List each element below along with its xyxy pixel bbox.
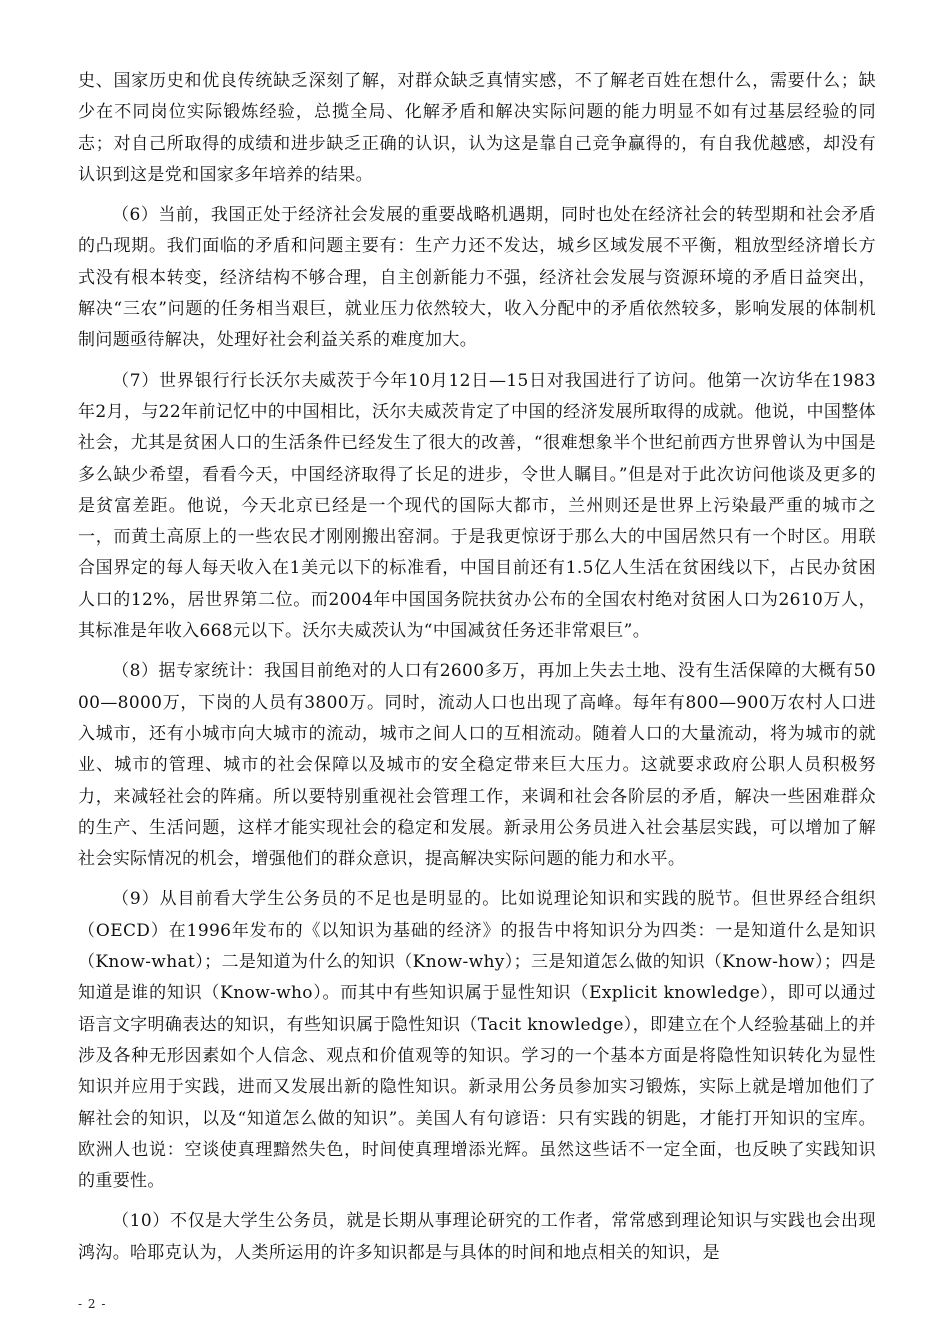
document-page: [78, 66, 876, 1278]
paragraph-7: （7）世界银行行长沃尔夫威茨于今年10月12日—15日对我国进行了访问。他第一次访华在1983年2月，与22年前记忆中的中国相比，沃尔夫威茨肯定了中国的经济发展所取得的成就。他说，中国整体社会，尤其是贫困人口的生活条件已经发生了很大的改善，“很难想象半个世纪前西方世界曾认为中国是多么缺少希望，看看今天，中国经济取得了长足的进步，令世人瞩目。”但是对于此次访问他谈及更多的是贫富差距。他说，今天北京已经是一个现代的国际大都市，兰州则还是世界上污染最严重的城市之一，而黄土高原上的一些农民才刚刚搬出窑洞。于是我更惊讶于那么大的中国居然只有一个时区。用联合国界定的每人每天收入在1美元以下的标准看，中国目前还有1.5亿人生活在贫困线以下，占民办贫困人口的12%，居世界第二位。而2004年中国国务院扶贫办公布的全国农村绝对贫困人口为2610万人，其标准是年收入668元以下。沃尔夫威茨认为“中国减贫任务还非常艰巨”。: [78, 370, 876, 642]
paragraph-6: （6）当前，我国正处于经济社会发展的重要战略机遇期，同时也处在经济社会的转型期和社会矛盾的凸现期。我们面临的矛盾和问题主要有：生产力还不发达，城乡区域发展不平衡，粗放型经济增长方式没有根本转变，经济结构不够合理，自主创新能力不强，经济社会发展与资源环境的矛盾日益突出，解决“三农”问题的任务相当艰巨，就业压力依然较大，收入分配中的矛盾依然较多，影响发展的体制机制问题亟待解决，处理好社会利益关系的难度加大。: [78, 205, 876, 351]
paragraph-8: （8）据专家统计：我国目前绝对的人口有2600多万，再加上失去土地、没有生活保障的大概有5000—8000万，下岗的人员有3800万。同时，流动人口也出现了高峰。每年有800—900万农村人口进入城市，还有小城市向大城市的流动，城市之间人口的互相流动。随着人口的大量流动，将为城市的就业、城市的管理、城市的社会保障以及城市的安全稳定带来巨大压力。这就要求政府公职人员积极努力，来减轻社会的阵痛。所以要特别重视社会管理工作，来调和社会各阶层的矛盾，解决一些困难群众的生产、生活问题，这样才能实现社会的稳定和发展。新录用公务员进入社会基层实践，可以增加了解社会实际情况的机会，增强他们的群众意识，提高解决实际问题的能力和水平。: [78, 661, 876, 870]
paragraph-continuation: 史、国家历史和优良传统缺乏深刻了解，对群众缺乏真情实感，不了解老百姓在想什么，需要什么；缺少在不同岗位实际锻炼经验，总揽全局、化解矛盾和解决实际问题的能力明显不如有过基层经验的同志；对自己所取得的成绩和进步缺乏正确的认识，认为这是靠自己竞争赢得的，有自我优越感，却没有认识到这是党和国家多年培养的结果。: [78, 71, 876, 185]
paragraph-10: （10）不仅是大学生公务员，就是长期从事理论研究的工作者，常常感到理论知识与实践也会出现鸿沟。哈耶克认为，人类所运用的许多知识都是与具体的时间和地点相关的知识，是: [78, 1211, 876, 1263]
page-number: - 2 -: [78, 1297, 107, 1311]
paragraph-9: （9）从目前看大学生公务员的不足也是明显的。比如说理论知识和实践的脱节。但世界经合组织（OECD）在1996年发布的《以知识为基础的经济》的报告中将知识分为四类：一是知道什么是知识（Know-what）；二是知道为什么的知识（Know-why）；三是知道怎么做的知识（Know-how）；四是知道是谁的知识（Know-who）。而其中有些知识属于显性知识（Explicit knowledge），即可以通过语言文字明确表达的知识，有些知识属于隐性知识（Tacit knowledge），即建立在个人经验基础上的并涉及各种无形因素如个人信念、观点和价值观等的知识。学习的一个基本方面是将隐性知识转化为显性知识并应用于实践，进而又发展出新的隐性知识。新录用公务员参加实习锻炼，实际上就是增加他们了解社会的知识，以及“知道怎么做的知识”。美国人有句谚语：只有实践的钥匙，才能打开知识的宝库。欧洲人也说：空谈使真理黯然失色，时间使真理增添光辉。虽然这些话不一定全面，也反映了实践知识的重要性。: [78, 889, 876, 1192]
